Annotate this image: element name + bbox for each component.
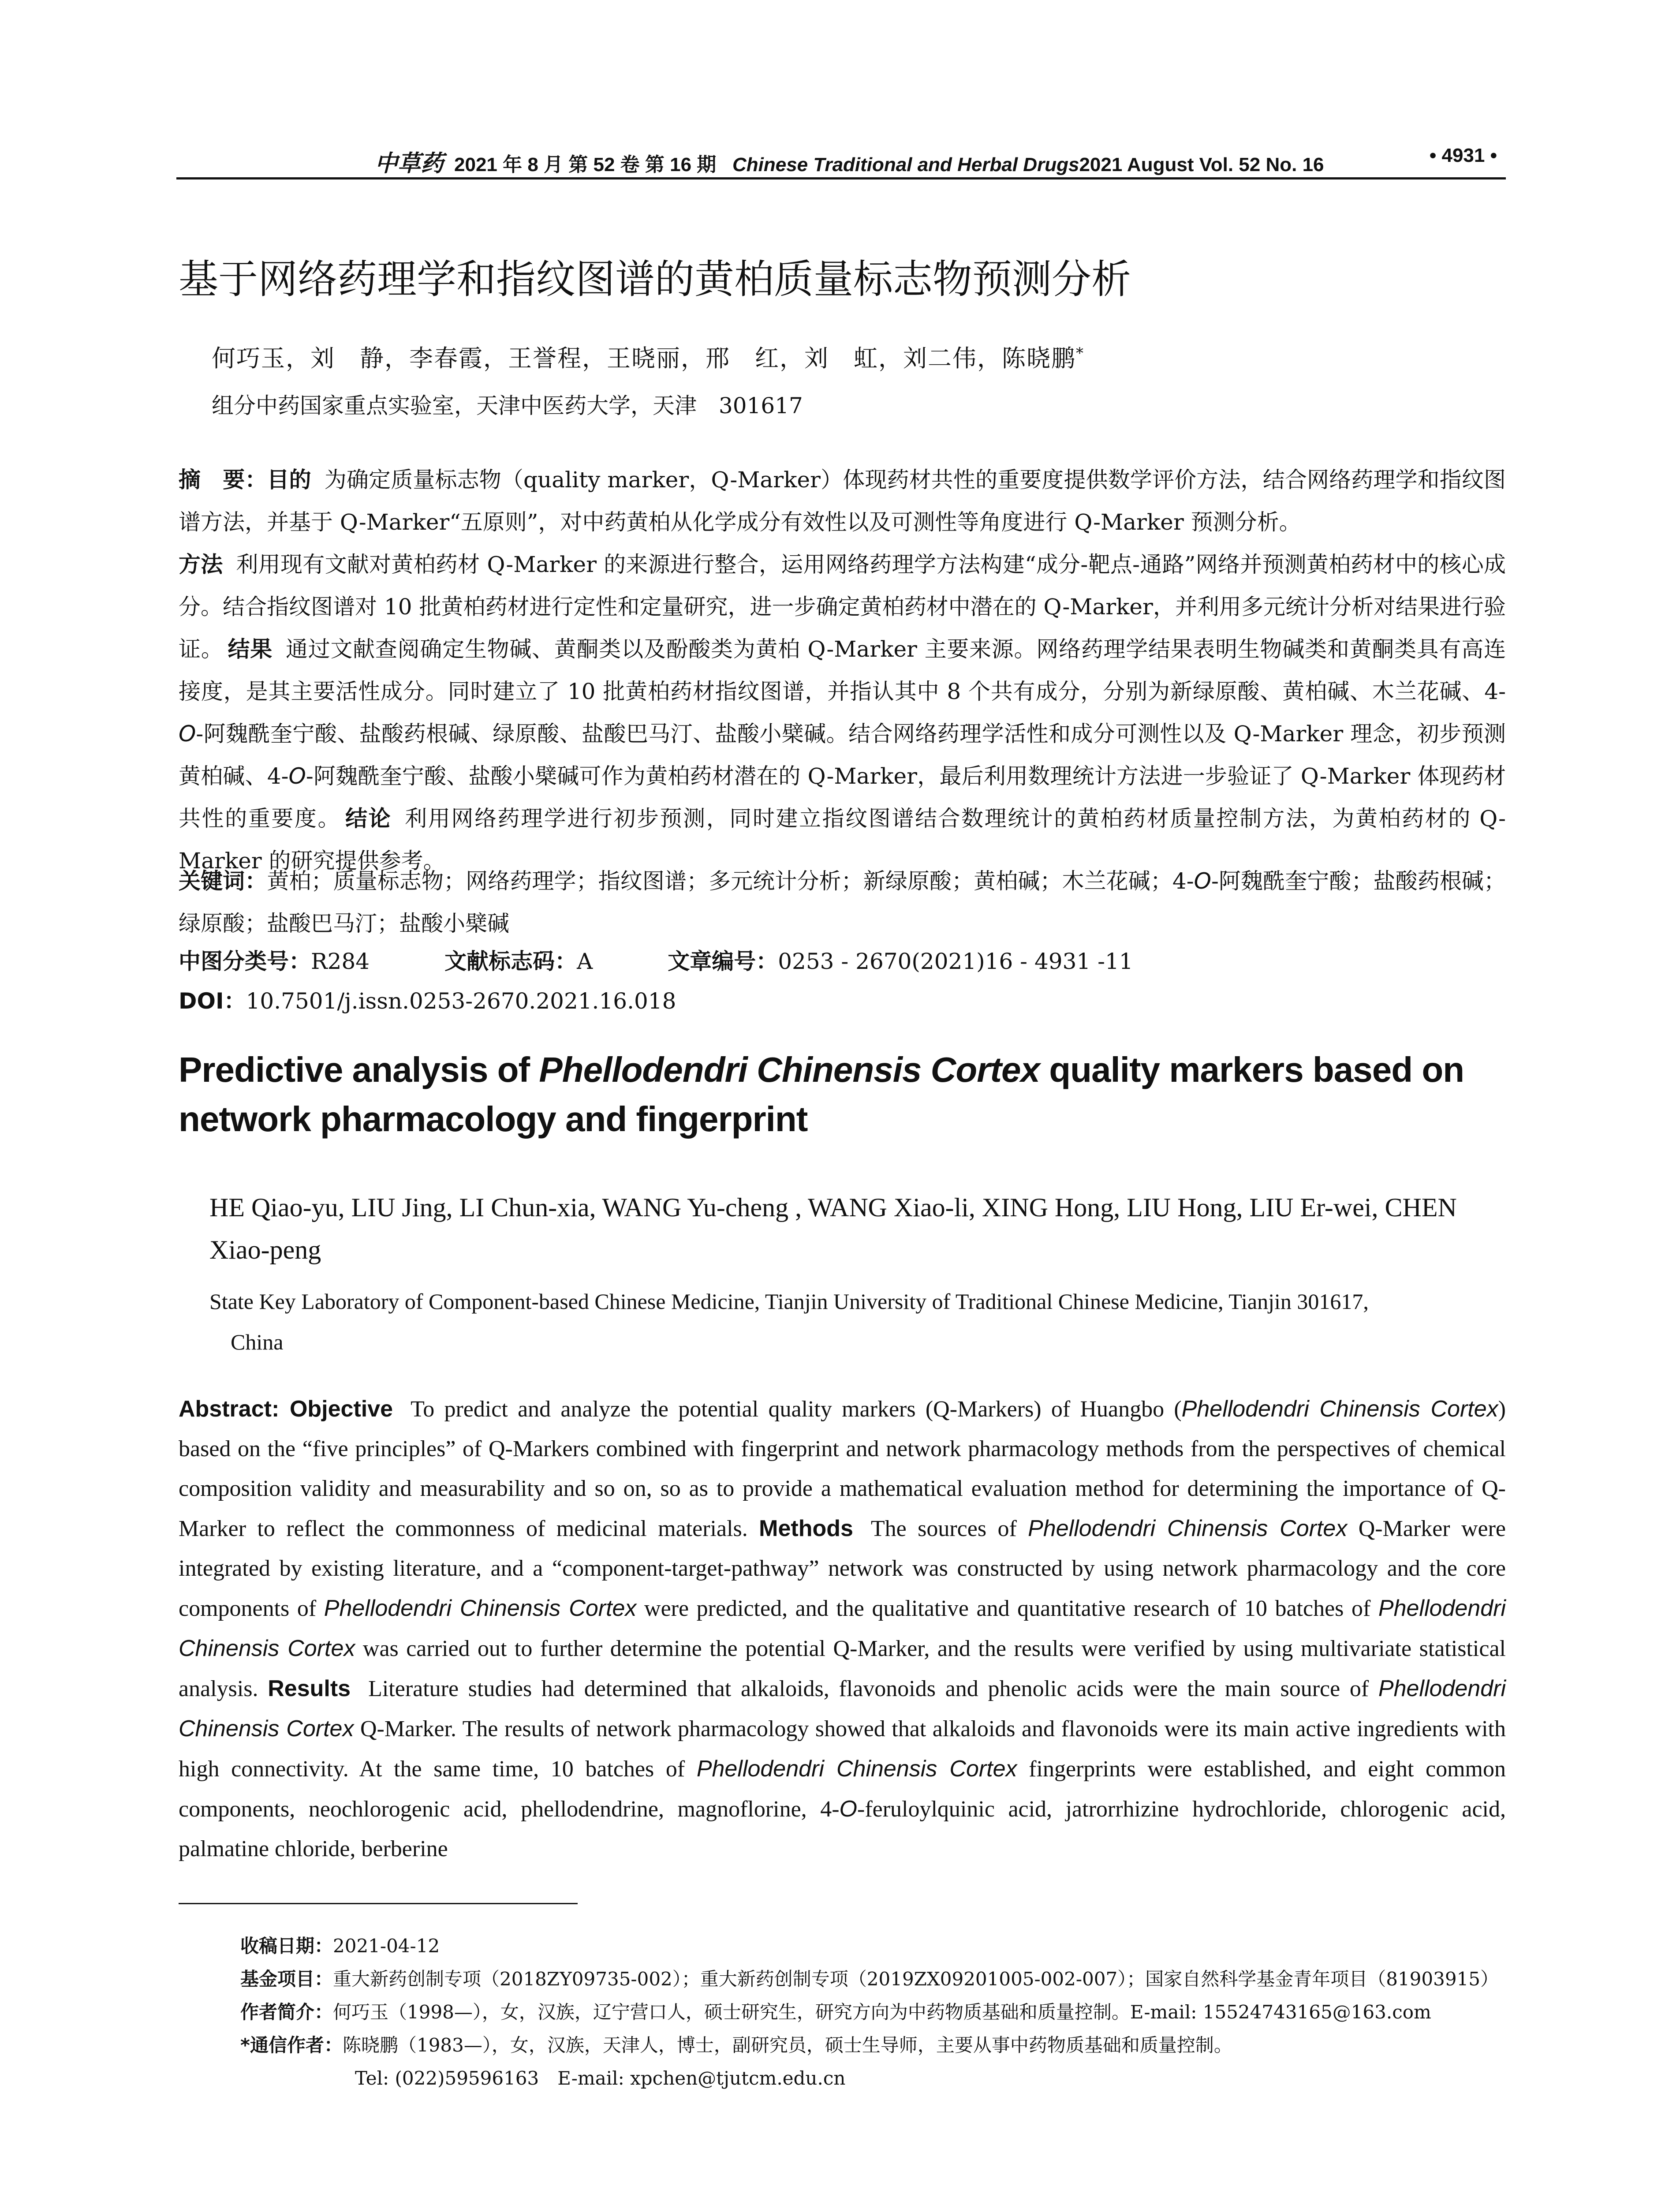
objective-text-cn: 为确定质量标志物（quality marker，Q-Marker）体现药材共性的重要度提供数学评价方法，结合网络药理学和指纹图谱方法，并基于 Q-Marker“五原则”，对中药黄柏从化学成分有效性以及可测性等角度进行 Q-Marker 预测分析。 [179, 467, 1506, 535]
doi-label: DOI： [179, 988, 246, 1014]
doc-code-label: 文献标志码： [444, 949, 577, 974]
plant-name-2: Phellodendri Chinensis Cortex [1028, 1516, 1348, 1541]
results-o-en: O [839, 1796, 857, 1822]
results-text-cn-1: 通过文献查阅确定生物碱、黄酮类以及酚酸类为黄柏 Q-Marker 主要来源。网络药理学结果表明生物碱类和黄酮类具有高连接度，是其主要活性成分。同时建立了 10 批黄柏药材指纹图谱，并指认其中 8 个共有成分，分别为新绿原酸、黄柏碱、木兰花碱、4- [179, 636, 1506, 704]
results-o-cn-1: O [179, 721, 196, 747]
plant-name-6: Phellodendri Chinensis Cortex [696, 1756, 1017, 1782]
results-text-en-1: Literature studies had determined that alkaloids, flavonoids and phenolic acids were the main source of [368, 1676, 1378, 1701]
footnote-author [240, 1998, 1431, 2024]
plant-name-3: Phellodendri Chinensis Cortex [324, 1596, 637, 1621]
affiliation-en [209, 1281, 1515, 1362]
methods-text-en-4: was carried out to further determine the potential Q-Marker, and the results were verified by using multivariate statistical analysis. [179, 1636, 1506, 1701]
issue-en: 2021 August Vol. 52 No. 16 [1079, 154, 1324, 176]
results-text-en-3: fingerprints were established, and eight common components, neochlorogenic acid, phellodendrine, magnoflorine, 4- [179, 1757, 1506, 1822]
fund-value: 重大新药创制专项（2018ZY09735-002）；重大新药创制专项（2019ZX09201005-002-007）；国家自然科学基金青年项目（81903915） [333, 1968, 1499, 1990]
affiliation-en-line-2: China [231, 1330, 284, 1354]
plant-name-1: Phellodendri Chinensis Cortex [1181, 1396, 1498, 1422]
footnote-received [240, 1932, 440, 1958]
abstract-en [179, 1389, 1506, 1869]
footnote-contact: Tel: (022)59596163 E-mail: xpchen@tjutcm.edu.cn [355, 2067, 846, 2089]
footnote-divider [179, 1903, 578, 1904]
author-intro-label: 作者简介： [240, 2001, 333, 2023]
affiliation-en-line-1: State Key Laboratory of Component-based Chinese Medicine, Tianjin University of Traditional Chinese Medicine, Tianjin 301617, [209, 1289, 1369, 1314]
page-number: • 4931 • [1429, 145, 1497, 166]
objective-text-en-1: To predict and analyze the potential quality markers (Q-Markers) of Huangbo ( [411, 1397, 1182, 1422]
clc-value: R284 [311, 949, 370, 974]
conclusion-label-cn: 结论 [345, 806, 392, 831]
title-en-part-1: Predictive analysis of [179, 1050, 539, 1089]
methods-text-en-1: The sources of [870, 1516, 1028, 1541]
authors-cn-list: 何巧玉，刘 静，李春霞，王誉程，王晓丽，邢 红，刘 虹，刘二伟，陈晓鹏 [212, 344, 1076, 372]
methods-label-cn: 方法 [179, 552, 223, 577]
results-label-cn: 结果 [228, 636, 273, 662]
title-en-italic: Phellodendri Chinensis Cortex [539, 1050, 1040, 1089]
footnote-corresponding [240, 2031, 1232, 2057]
keywords-cn [179, 860, 1506, 945]
abstract-objective-label-en: Abstract: Objective [179, 1396, 393, 1422]
methods-label-en: Methods [759, 1516, 853, 1541]
title-en-part-2: quality markers based on network pharmacology and fingerprint [179, 1050, 1464, 1139]
journal-name-en: Chinese Traditional and Herbal Drugs [732, 154, 1079, 176]
classification-line [179, 944, 1133, 975]
methods-text-cn: 利用现有文献对黄柏药材 Q-Marker 的来源进行整合，运用网络药理学方法构建“成分-靶点-通路”网络并预测黄柏药材中的核心成分。结合指纹图谱对 10 批黄柏药材进行定性和定量研究，进一步确定黄柏药材中潜在的 Q-Marker，并利用多元统计分析对结果进行验证。 [179, 552, 1506, 662]
journal-name-cn: 中草药 [375, 150, 444, 177]
authors-en: HE Qiao-yu, LIU Jing, LI Chun-xia, WANG Yu-cheng , WANG Xiao-li, XING Hong, LIU Hong, LIU Er-wei, CHEN Xiao-peng [209, 1193, 1457, 1264]
doi-line [179, 983, 676, 1015]
clc-label: 中图分类号： [179, 949, 311, 974]
abstract-label-cn: 摘 要： [179, 467, 267, 493]
methods-text-en-2: Q-Marker were integrated by existing literature, and a “component-target-pathway” network was constructed by using network pharmacology and the core components of [179, 1516, 1506, 1621]
fund-label: 基金项目： [240, 1968, 333, 1990]
author-intro-value: 何巧玉（1998—），女，汉族，辽宁营口人，硕士研究生，研究方向为中药物质基础和质量控制。E-mail: 15524743165@163.com [333, 2001, 1431, 2023]
corresponding-value: 陈晓鹏（1983—），女，汉族，天津人，博士，副研究员，硕士生导师，主要从事中药物质基础和质量控制。 [342, 2034, 1232, 2056]
results-text-en-2: Q-Marker. The results of network pharmacology showed that alkaloids and flavonoids were its main active ingredients with high connectivity. At the same time, 10 batches of [179, 1716, 1506, 1782]
methods-text-en-3: were predicted, and the qualitative and quantitative research of 10 batches of [636, 1596, 1378, 1621]
affiliation-cn: 组分中药国家重点实验室，天津中医药大学，天津 301617 [212, 393, 803, 419]
received-value: 2021-04-12 [333, 1935, 440, 1957]
plant-name-5: Phellodendri Chinensis Cortex [179, 1676, 1506, 1742]
plant-name-4: Phellodendri Chinensis Cortex [179, 1596, 1506, 1661]
issue-cn: 2021 年 8 月 第 52 卷 第 16 期 [454, 154, 717, 176]
keywords-o: O [1194, 868, 1211, 894]
corresponding-label: *通信作者： [240, 2034, 343, 2056]
results-label-en: Results [268, 1676, 351, 1701]
title-cn: 基于网络药理学和指纹图谱的黄柏质量标志物预测分析 [179, 256, 1131, 303]
keywords-label: 关键词： [179, 868, 267, 894]
results-text-cn-3: -阿魏酰奎宁酸、盐酸小檗碱可作为黄柏药材潜在的 Q-Marker，最后利用数理统计方法进一步验证了 Q-Marker 体现药材共性的重要度。 [179, 763, 1506, 831]
abstract-cn [179, 459, 1506, 882]
title-en [179, 1045, 1523, 1144]
results-o-cn-2: O [288, 763, 306, 789]
article-no-value: 0253 - 2670(2021)16 - 4931 -11 [778, 949, 1133, 974]
objective-label-cn: 目的 [267, 467, 311, 493]
doi-value: 10.7501/j.issn.0253-2670.2021.16.018 [246, 988, 676, 1014]
objective-text-en-2: ) based on the “five principles” of Q-Markers combined with fingerprint and network pharmacology methods from the perspectives of chemical composition validity and measurability and so on, so as to provide a mathematical evaluation method for determining the importance of Q-Marker to reflect the commonness of medicinal materials. [179, 1397, 1506, 1541]
running-header [176, 142, 1506, 179]
results-text-cn-2: -阿魏酰奎宁酸、盐酸药根碱、绿原酸、盐酸巴马汀、盐酸小檗碱。结合网络药理学活性和成分可测性以及 Q-Marker 理念，初步预测黄柏碱、4- [179, 721, 1506, 789]
footnote-fund [240, 1965, 1499, 1991]
keywords-text-2: -阿魏酰奎宁酸；盐酸药根碱；绿原酸；盐酸巴马汀；盐酸小檗碱 [179, 868, 1506, 936]
authors-cn [212, 340, 1084, 374]
doc-code-value: A [577, 949, 593, 974]
received-label: 收稿日期： [240, 1935, 333, 1957]
header-journal-info [375, 145, 1324, 178]
article-no-label: 文章编号： [668, 949, 778, 974]
keywords-text-1: 黄柏；质量标志物；网络药理学；指纹图谱；多元统计分析；新绿原酸；黄柏碱；木兰花碱；4- [267, 868, 1194, 894]
conclusion-text-cn: 利用网络药理学进行初步预测，同时建立指纹图谱结合数理统计的黄柏药材质量控制方法，为黄柏药材的 Q-Marker 的研究提供参考。 [179, 806, 1506, 874]
results-text-en-4: -feruloylquinic acid, jatrorrhizine hydrochloride, chlorogenic acid, palmatine chloride, berberine [179, 1797, 1506, 1861]
corresponding-mark: * [1076, 344, 1084, 362]
